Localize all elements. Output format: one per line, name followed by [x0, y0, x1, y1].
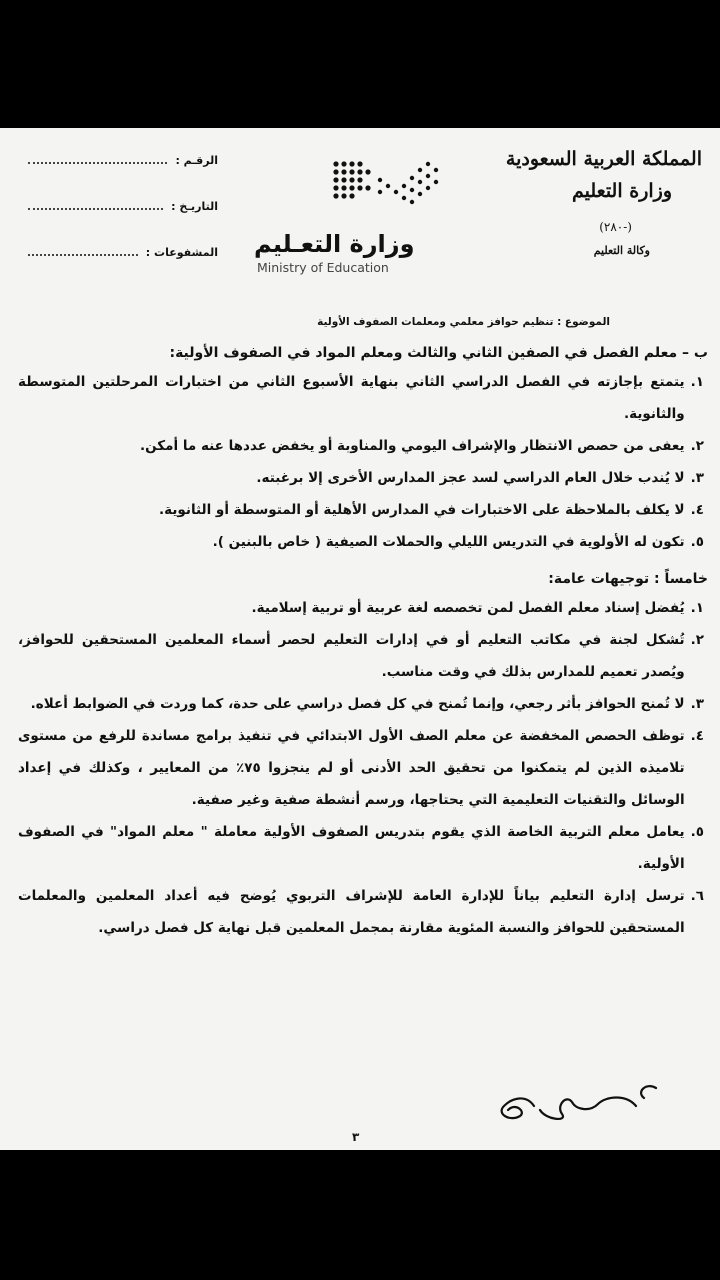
letterhead-right [502, 144, 702, 260]
field-label: المشفوعات : [145, 246, 218, 259]
field-label: الرقـم : [175, 154, 218, 167]
subject-line: الموضوع : تنظيم حوافز معلمي ومعلمات الصفوف الأولية [317, 316, 610, 328]
ministry-title: وزارة التعليم [571, 180, 672, 202]
field-label: التاريـخ : [171, 200, 218, 213]
list-item: ١. يتمتع بإجازته في الفصل الدراسي الثاني بنهاية الأسبوع الثاني من اختبارات المرحلتين المتوسطة والثانوية. [18, 374, 704, 422]
list-item: ٢. يعفى من حصص الانتظار والإشراف اليومي والمناوبة أو يخفض عددها عنه ما أمكن. [140, 438, 704, 454]
list-item: ١. يُفضل إسناد معلم الفصل لمن تخصصه لغة عربية أو تربية إسلامية. [251, 600, 704, 616]
logo-english-text: Ministry of Education [257, 260, 389, 275]
section-b-heading: ب – معلم الفصل في الصفين الثاني والثالث ومعلم المواد في الصفوف الأولية: [169, 345, 708, 361]
field-attachments [28, 242, 218, 288]
dotted-line [28, 242, 138, 256]
logo-arabic-text: وزارة التعـليم [254, 230, 415, 258]
list-item: ٦. ترسل إدارة التعليم بياناً للإدارة العامة للإشراف التربوي يُوضح فيه أعداد المعلمين والمعلمات المستحقين للحوافز والنسبة المئوية مقارنة بمجمل المعلمين قبل نهاية كل فصل دراسي. [18, 888, 704, 936]
field-date [28, 196, 218, 242]
dotted-line [28, 150, 167, 164]
list-item: ٣. لا تُمنح الحوافز بأثر رجعي، وإنما تُمنح في كل فصل دراسي على حدة، كما وردت في الضوابط أعلاه. [30, 696, 704, 712]
section-b-list [18, 366, 708, 558]
list-item: ٤. توظف الحصص المخفضة عن معلم الصف الأول الابتدائي في تنفيذ برامج مساندة للرفع من مستوى تلاميذه الذين لم يتمكنوا من تحقيق الحد الأدنى أو لم ينجزوا ٧٥٪ من المعايير ، وكذلك في إعداد الوسائل والتقنيات التعليمية التي يحتاجها، ورسم أنشطة صفية وغير صفية. [18, 728, 704, 808]
document-body [18, 340, 708, 944]
section-5-list [18, 592, 708, 944]
ministry-logo [240, 156, 440, 286]
section-5-heading: خامساً : توجيهات عامة: [548, 571, 708, 587]
field-number [28, 150, 218, 196]
list-item: ٥. تكون له الأولوية في التدريس الليلي والحملات الصيفية ( خاص بالبنين ). [212, 534, 704, 550]
list-item: ٢. تُشكل لجنة في مكاتب التعليم أو في إدارات التعليم لحصر أسماء المعلمين المستحقين للحوافز، ويُصدر تعميم للمدارس بذلك في وقت مناسب. [18, 632, 704, 680]
kingdom-title: المملكة العربية السعودية [505, 148, 702, 170]
list-item: ٤. لا يكلف بالملاحظة على الاختبارات في المدارس الأهلية أو المتوسطة أو الثانوية. [159, 502, 704, 518]
signature-icon [486, 1076, 666, 1128]
reference-number: (٢٨٠-) [599, 220, 632, 234]
letterhead-fields [28, 150, 218, 288]
page-number: ٣ [352, 1130, 360, 1144]
list-item: ٣. لا يُندب خلال العام الدراسي لسد عجز المدارس الأخرى إلا برغبته. [256, 470, 704, 486]
agency-name: وكالة التعليم [593, 244, 650, 257]
document-page [0, 128, 720, 1150]
logo-dots-icon [240, 156, 440, 226]
list-item: ٥. يعامل معلم التربية الخاصة الذي يقوم بتدريس الصفوف الأولية معاملة " معلم المواد" في الصفوف الأولية. [18, 824, 704, 872]
dotted-line [28, 196, 163, 210]
